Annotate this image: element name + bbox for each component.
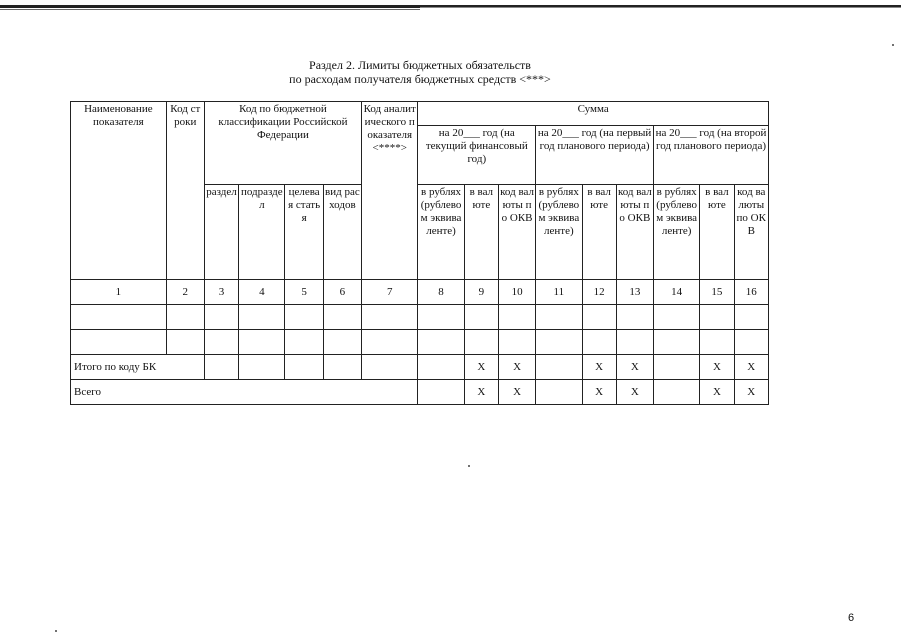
table-cell: [734, 330, 768, 355]
table-cell: [166, 305, 204, 330]
table-cell: [418, 305, 464, 330]
table-cell: [239, 355, 285, 380]
table-cell: [418, 330, 464, 355]
table-cell: [653, 330, 699, 355]
cross-mark: X: [700, 380, 734, 405]
column-number: 1: [71, 280, 167, 305]
total-by-bk-label: Итого по коду БК: [71, 355, 205, 380]
table-cell: [71, 305, 167, 330]
cross-mark: X: [734, 355, 768, 380]
cross-mark: X: [734, 380, 768, 405]
table-cell: [536, 355, 582, 380]
header-period-first: на 20___ год (на первый год планового периода): [536, 126, 654, 185]
table-cell: [71, 330, 167, 355]
budget-limits-table: [70, 101, 769, 405]
section-title: Раздел 2. Лимиты бюджетных обязательств: [309, 58, 531, 72]
header-target-item: целевая статья: [285, 185, 323, 280]
table-cell: [362, 330, 418, 355]
header-in-rubles: в рублях (рублевом эквиваленте): [418, 185, 464, 280]
table-cell: [536, 380, 582, 405]
grand-total-row: [71, 380, 769, 405]
header-in-rubles: в рублях (рублевом эквиваленте): [536, 185, 582, 280]
cross-mark: X: [700, 355, 734, 380]
column-number: 4: [239, 280, 285, 305]
header-budget-classification: Код по бюджетной классификации Российской Федерации: [204, 102, 361, 185]
table-cell: [536, 330, 582, 355]
header-analytic-code: Код аналитического показателя <****>: [362, 102, 418, 280]
header-in-currency: в валюте: [700, 185, 734, 280]
header-expense-type: вид расходов: [323, 185, 361, 280]
table-cell: [323, 305, 361, 330]
header-in-rubles: в рублях (рублевом эквиваленте): [653, 185, 699, 280]
table-cell: [498, 305, 535, 330]
header-currency-code: код валюты по ОКВ: [498, 185, 535, 280]
table-cell: [323, 330, 361, 355]
header-row-code: Код строки: [166, 102, 204, 280]
empty-data-row: [71, 330, 769, 355]
header-currency-code: код валюты по ОКВ: [734, 185, 768, 280]
table-cell: [734, 305, 768, 330]
column-number: 9: [464, 280, 498, 305]
column-number: 5: [285, 280, 323, 305]
table-cell: [582, 330, 616, 355]
scan-speck: [892, 44, 894, 46]
scan-speck: [55, 630, 57, 632]
column-number: 16: [734, 280, 768, 305]
column-number-row: [71, 280, 769, 305]
column-number: 2: [166, 280, 204, 305]
table-cell: [418, 380, 464, 405]
table-cell: [239, 305, 285, 330]
column-number: 14: [653, 280, 699, 305]
cross-mark: X: [582, 355, 616, 380]
header-subsection: подраздел: [239, 185, 285, 280]
table-cell: [362, 305, 418, 330]
table-cell: [498, 330, 535, 355]
scan-edge-line: [420, 7, 901, 8]
scan-edge-line: [0, 9, 420, 10]
header-period-second: на 20___ год (на второй год планового периода): [653, 126, 768, 185]
page-number: 6: [848, 612, 855, 624]
total-by-bk-row: [71, 355, 769, 380]
header-period-current: на 20___ год (на текущий финансовый год): [418, 126, 536, 185]
column-number: 3: [204, 280, 238, 305]
table-cell: [323, 355, 361, 380]
header-indicator-name: Наименование показателя: [71, 102, 167, 280]
table-cell: [464, 305, 498, 330]
column-number: 11: [536, 280, 582, 305]
column-number: 10: [498, 280, 535, 305]
cross-mark: X: [616, 355, 653, 380]
table-cell: [204, 305, 238, 330]
table-cell: [700, 305, 734, 330]
header-amount: Сумма: [418, 102, 769, 126]
table-cell: [204, 330, 238, 355]
cross-mark: X: [464, 355, 498, 380]
column-number: 7: [362, 280, 418, 305]
table-cell: [536, 305, 582, 330]
cross-mark: X: [498, 380, 535, 405]
table-cell: [418, 355, 464, 380]
column-number: 12: [582, 280, 616, 305]
column-number: 13: [616, 280, 653, 305]
empty-data-row: [71, 305, 769, 330]
header-in-currency: в валюте: [464, 185, 498, 280]
table-cell: [653, 355, 699, 380]
table-cell: [239, 330, 285, 355]
column-number: 6: [323, 280, 361, 305]
section-subtitle: по расходам получателя бюджетных средств <***>: [289, 72, 551, 86]
table-cell: [582, 305, 616, 330]
table-cell: [464, 330, 498, 355]
cross-mark: X: [498, 355, 535, 380]
table-cell: [362, 355, 418, 380]
table-cell: [616, 305, 653, 330]
table-cell: [653, 380, 699, 405]
column-number: 8: [418, 280, 464, 305]
cross-mark: X: [616, 380, 653, 405]
header-currency-code: код валюты по ОКВ: [616, 185, 653, 280]
table-cell: [700, 330, 734, 355]
grand-total-label: Всего: [71, 380, 418, 405]
table-cell: [285, 330, 323, 355]
table-cell: [616, 330, 653, 355]
header-in-currency: в валюте: [582, 185, 616, 280]
cross-mark: X: [464, 380, 498, 405]
column-number: 15: [700, 280, 734, 305]
header-section: раздел: [204, 185, 238, 280]
cross-mark: X: [582, 380, 616, 405]
table-cell: [204, 355, 238, 380]
table-cell: [285, 355, 323, 380]
table-cell: [166, 330, 204, 355]
scan-speck: [468, 465, 470, 467]
table-cell: [285, 305, 323, 330]
table-cell: [653, 305, 699, 330]
